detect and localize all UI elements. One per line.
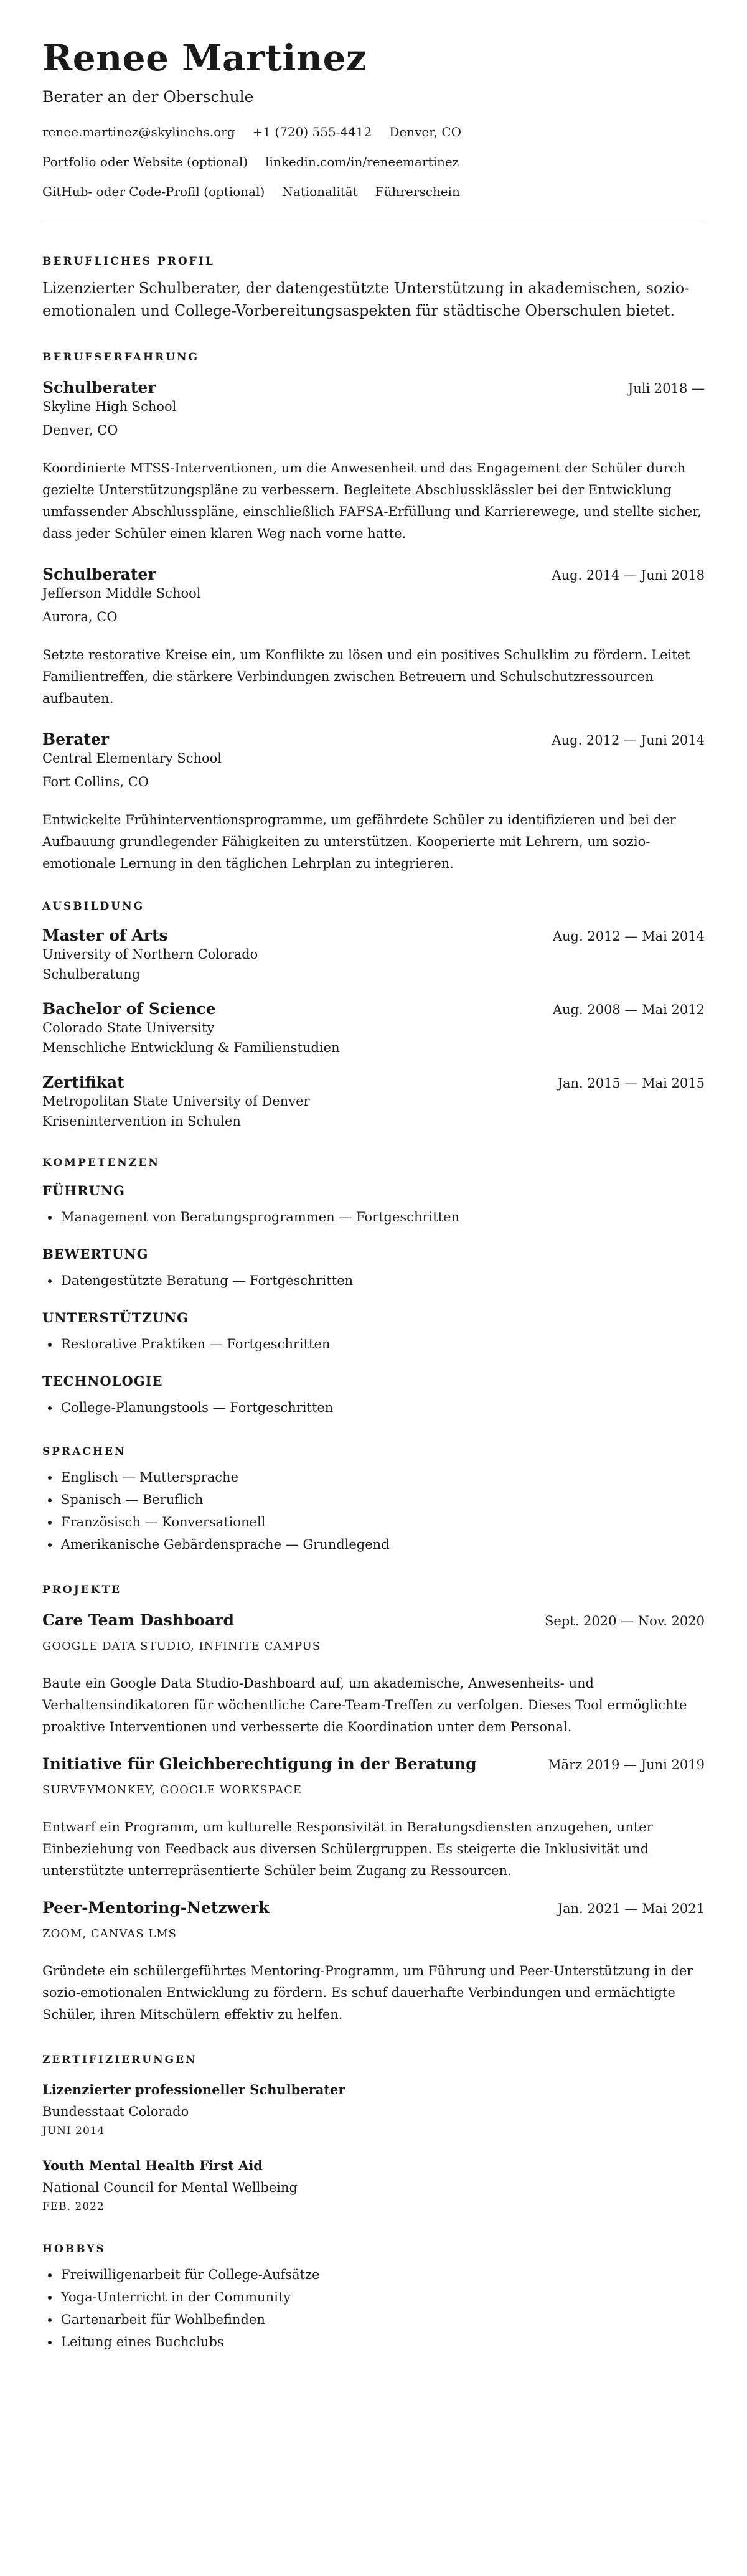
- section-heading-languages: SPRACHEN: [42, 1445, 126, 1458]
- education-dates: Aug. 2008 — Mai 2012: [552, 1002, 705, 1017]
- project-title: Peer-Mentoring-Netzwerk: [42, 1899, 270, 1917]
- job-title: Schulberater: [42, 378, 156, 397]
- school: Colorado State University: [42, 1020, 215, 1035]
- skill-group-title: BEWERTUNG: [42, 1246, 149, 1262]
- nationality: Nationalität: [282, 184, 358, 199]
- section-heading-projects: PROJEKTE: [42, 1584, 122, 1596]
- certification-entry: [42, 2156, 705, 2214]
- certification-entry: [42, 2080, 705, 2138]
- project-dates: März 2019 — Juni 2019: [548, 1757, 705, 1772]
- candidate-title: Berater an der Oberschule: [42, 88, 254, 106]
- job-description: Koordinierte MTSS-Interventionen, um die Anwesenheit und das Engagement der Schüler durch gezielte Unterstützungspläne zu verbessern. Begleitete Abschlussklässler bei der Entwicklung umfassender Abschlusspläne, einschließlich FAFSA-Erfüllung und Karrierewege, und stellte sicher, dass jeder Schüler einen klaren Weg nach vorne hatte.: [42, 461, 702, 541]
- project-tech: GOOGLE DATA STUDIO, INFINITE CAMPUS: [42, 1640, 321, 1653]
- experience-entry: [42, 730, 705, 875]
- hobby-list: [42, 2263, 705, 2353]
- project-tech: SURVEYMONKEY, GOOGLE WORKSPACE: [42, 1784, 303, 1797]
- skill-list: [42, 1396, 705, 1419]
- phone-number[interactable]: +1 (720) 555-4412: [252, 125, 372, 139]
- employer: Central Elementary School: [42, 751, 222, 766]
- project-entry: [42, 1610, 705, 1738]
- email-link[interactable]: renee.martinez@skylinehs.org: [42, 125, 235, 139]
- github-link[interactable]: GitHub- oder Code-Profil (optional): [42, 184, 265, 199]
- section-heading-skills: KOMPETENZEN: [42, 1157, 160, 1169]
- job-location: Aurora, CO: [42, 609, 118, 624]
- education-entry: [42, 926, 705, 983]
- job-dates: Juli 2018 —: [627, 381, 705, 396]
- list-item: • College-Planungstools — Fortgeschritten: [60, 1396, 705, 1419]
- education-entry: [42, 1073, 705, 1130]
- linkedin-link[interactable]: linkedin.com/in/reneemartinez: [265, 154, 459, 169]
- job-description: Entwickelte Frühinterventionsprogramme, um gefährdete Schüler zu identifizieren und bei der Aufbauung grundlegender Fähigkeiten zu unterstützen. Kooperierte mit Lehrern, um sozio-emotionale Lernung in den täglichen Lehrplan zu integrieren.: [42, 812, 676, 871]
- section-heading-experience: BERUFSERFAHRUNG: [42, 351, 200, 364]
- education-entry: [42, 999, 705, 1056]
- project-dates: Jan. 2021 — Mai 2021: [557, 1901, 705, 1916]
- job-description: Setzte restorative Kreise ein, um Konflikte zu lösen und ein positives Schulklim zu fördern. Leitet Familientreffen, die stärkere Verbindungen zwischen Betreuern und Schulschutzressourcen aufbauten.: [42, 647, 690, 706]
- experience-entry: [42, 565, 705, 710]
- list-item: • Leitung eines Buchclubs: [60, 2331, 705, 2353]
- school: Metropolitan State University of Denver: [42, 1094, 310, 1109]
- skill-list: [42, 1333, 705, 1355]
- profile-summary: Lizenzierter Schulberater, der datengestützte Unterstützung in akademischen, sozio-emotionalen und College-Vorbereitungsaspekten für städtische Oberschulen bietet.: [42, 280, 690, 319]
- list-item: • Englisch — Muttersprache: [60, 1466, 705, 1488]
- field-of-study: Menschliche Entwicklung & Familienstudien: [42, 1040, 340, 1055]
- skill-list: [42, 1269, 705, 1292]
- education-dates: Aug. 2012 — Mai 2014: [552, 929, 705, 944]
- certification-date: JUNI 2014: [42, 2125, 105, 2137]
- certification-issuer: National Council for Mental Wellbeing: [42, 2180, 298, 2195]
- skill-group-title: FÜHRUNG: [42, 1183, 125, 1198]
- list-item: • Französisch — Konversationell: [60, 1511, 705, 1533]
- list-item: • Restorative Praktiken — Fortgeschritten: [60, 1333, 705, 1355]
- list-item: • Amerikanische Gebärdensprache — Grundlegend: [60, 1533, 705, 1556]
- contact-row: [42, 184, 705, 199]
- language-list: [42, 1466, 705, 1556]
- school: University of Northern Colorado: [42, 947, 258, 962]
- list-item: • Freiwilligenarbeit für College-Aufsätze: [60, 2263, 705, 2286]
- degree: Zertifikat: [42, 1073, 125, 1091]
- section-heading-hobbies: HOBBYS: [42, 2243, 106, 2255]
- skill-group-title: TECHNOLOGIE: [42, 1373, 163, 1389]
- project-description: Entwarf ein Programm, um kulturelle Responsivität in Beratungsdiensten anzugehen, unter Einbeziehung von Feedback aus diversen Schülergruppen. Es steigerte die Inklusivität und unterstützte unterrepräsentierte Schüler beim Zugang zu Ressourcen.: [42, 1820, 653, 1878]
- field-of-study: Krisenintervention in Schulen: [42, 1114, 241, 1129]
- degree: Bachelor of Science: [42, 1000, 216, 1018]
- section-heading-profile: BERUFLICHES PROFIL: [42, 255, 215, 268]
- list-item: • Gartenarbeit für Wohlbefinden: [60, 2308, 705, 2331]
- project-description: Baute ein Google Data Studio-Dashboard auf, um akademische, Anwesenheits- und Verhaltensindikatoren für wöchentliche Care-Team-Treffen zu verfolgen. Dieses Tool ermöglichte proaktive Interventionen und verbesserte die Koordination unter dem Personal.: [42, 1676, 687, 1734]
- list-item: • Spanisch — Beruflich: [60, 1488, 705, 1511]
- project-tech: ZOOM, CANVAS LMS: [42, 1927, 177, 1940]
- contact-row: [42, 154, 705, 169]
- location: Denver, CO: [389, 125, 462, 139]
- project-dates: Sept. 2020 — Nov. 2020: [544, 1614, 705, 1629]
- certification-date: FEB. 2022: [42, 2201, 105, 2213]
- job-dates: Aug. 2014 — Juni 2018: [552, 568, 705, 583]
- candidate-name: Renee Martinez: [42, 37, 367, 79]
- contact-row: [42, 125, 705, 139]
- project-entry: [42, 1898, 705, 2026]
- list-item: • Management von Beratungsprogrammen — Fortgeschritten: [60, 1206, 705, 1228]
- drivers-license: Führerschein: [375, 184, 460, 199]
- project-description: Gründete ein schülergeführtes Mentoring-Programm, um Führung und Peer-Unterstützung in der sozio-emotionalen Entwicklung zu fördern. Es schuf dauerhafte Verbindungen und ermächtigte Schüler, ihren Mitschülern effektiv zu helfen.: [42, 1963, 693, 2022]
- list-item: • Yoga-Unterricht in der Community: [60, 2286, 705, 2308]
- project-title: Initiative für Gleichberechtigung in der Beratung: [42, 1755, 477, 1773]
- job-dates: Aug. 2012 — Juni 2014: [552, 733, 705, 748]
- project-title: Care Team Dashboard: [42, 1611, 235, 1629]
- project-entry: [42, 1754, 705, 1882]
- job-title: Berater: [42, 730, 110, 748]
- experience-entry: [42, 378, 705, 545]
- certification-name: Lizenzierter professioneller Schulberater: [42, 2082, 345, 2097]
- section-heading-certifications: ZERTIFIZIERUNGEN: [42, 2054, 197, 2066]
- employer: Skyline High School: [42, 399, 177, 414]
- section-heading-education: AUSBILDUNG: [42, 900, 145, 913]
- certification-name: Youth Mental Health First Aid: [42, 2158, 263, 2173]
- job-title: Schulberater: [42, 565, 156, 583]
- portfolio-link[interactable]: Portfolio oder Website (optional): [42, 154, 248, 169]
- education-dates: Jan. 2015 — Mai 2015: [557, 1076, 705, 1091]
- list-item: • Datengestützte Beratung — Fortgeschritten: [60, 1269, 705, 1292]
- field-of-study: Schulberatung: [42, 967, 141, 982]
- degree: Master of Arts: [42, 926, 168, 944]
- job-location: Denver, CO: [42, 423, 118, 438]
- employer: Jefferson Middle School: [42, 586, 201, 601]
- certification-issuer: Bundesstaat Colorado: [42, 2104, 189, 2119]
- skill-group-title: UNTERSTÜTZUNG: [42, 1310, 189, 1325]
- skill-list: [42, 1206, 705, 1228]
- job-location: Fort Collins, CO: [42, 774, 149, 789]
